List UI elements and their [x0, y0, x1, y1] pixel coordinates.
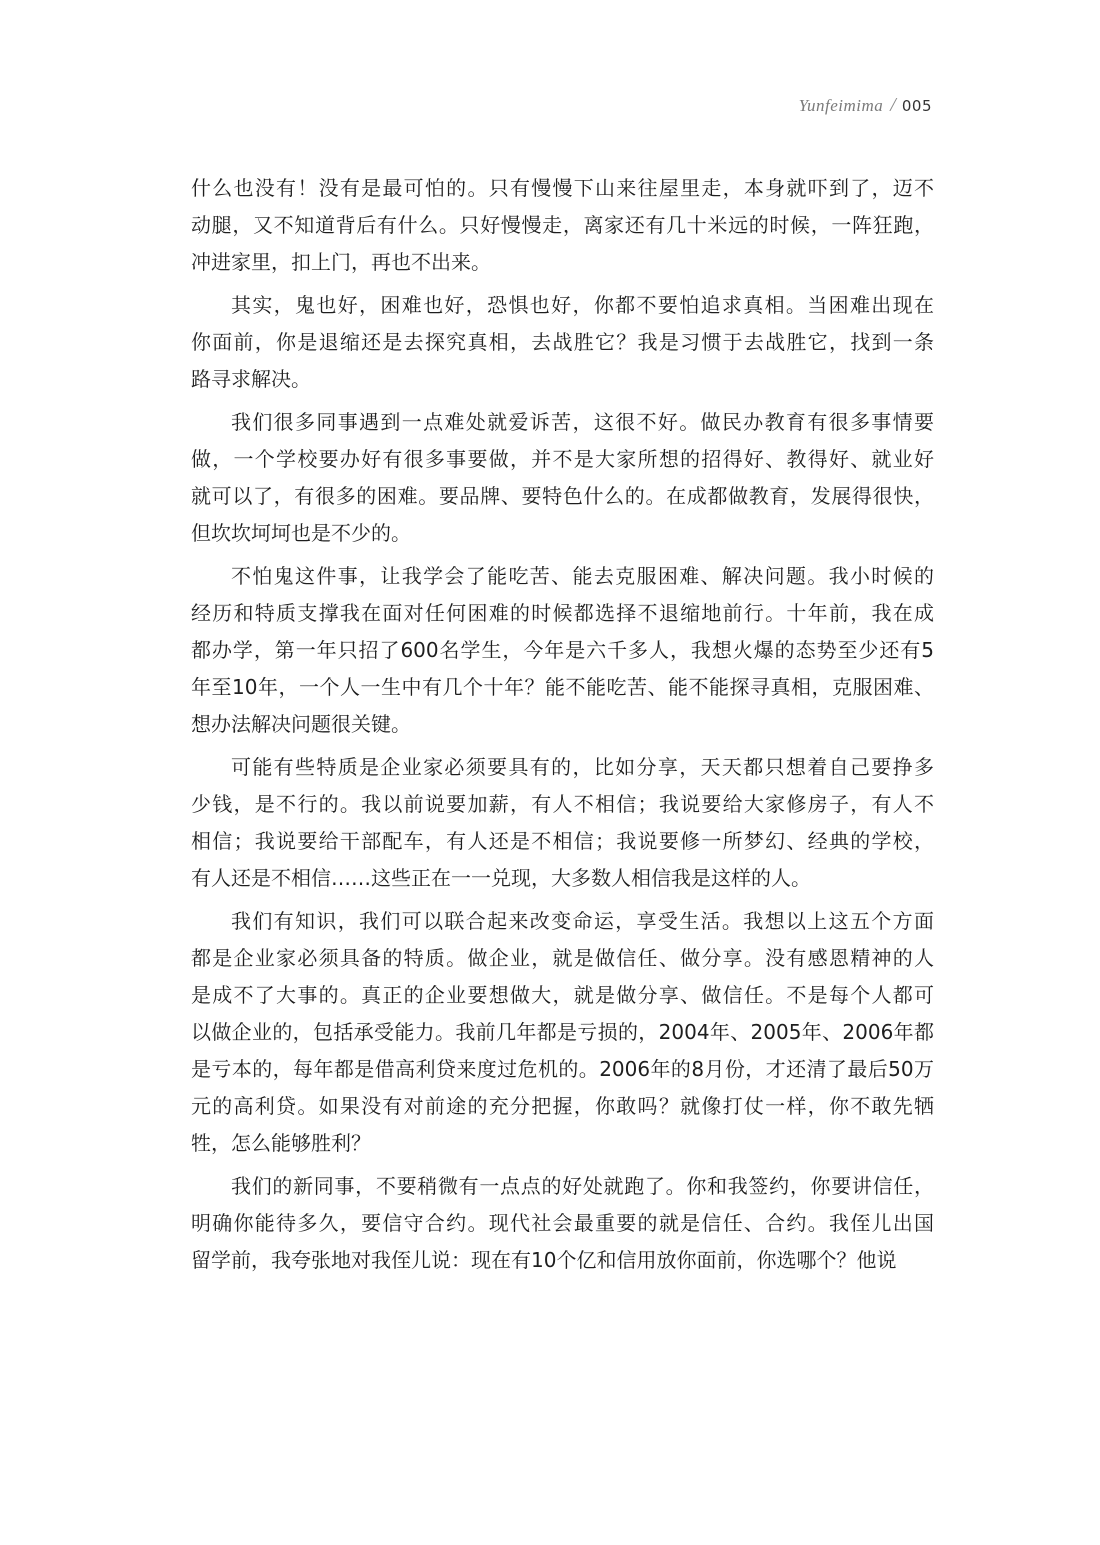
paragraph-line: 不怕鬼这件事，让我学会了能吃苦、能去克服困难、解决问题。我小时候的 [231, 564, 934, 588]
paragraph-line: 明确你能待多久，要信守合约。现代社会最重要的就是信任、合约。我侄儿出国 [191, 1211, 934, 1235]
paragraph [191, 404, 934, 552]
paragraph-line: 我们有知识，我们可以联合起来改变命运，享受生活。我想以上这五个方面 [231, 909, 934, 933]
paragraph-line: 是亏本的，每年都是借高利贷来度过危机的。2006年的8月份，才还清了最后50万 [191, 1057, 934, 1081]
paragraph-line: 相信；我说要给干部配车，有人还是不相信；我说要修一所梦幻、经典的学校， [191, 829, 934, 853]
paragraph-line: 但坎坎坷坷也是不少的。 [191, 521, 411, 545]
paragraph-line: 做，一个学校要办好有很多事要做，并不是大家所想的招得好、教得好、就业好 [191, 447, 934, 471]
paragraph-line: 都办学，第一年只招了600名学生，今年是六千多人，我想火爆的态势至少还有5 [191, 638, 934, 662]
paragraph [191, 558, 934, 743]
paragraph-line: 留学前，我夸张地对我侄儿说：现在有10个亿和信用放你面前，你选哪个？他说 [191, 1248, 897, 1272]
paragraph-line: 其实，鬼也好，困难也好，恐惧也好，你都不要怕追求真相。当困难出现在 [231, 293, 934, 317]
paragraph-line: 少钱，是不行的。我以前说要加薪，有人不相信；我说要给大家修房子，有人不 [191, 792, 934, 816]
paragraph-line: 都是企业家必须具备的特质。做企业，就是做信任、做分享。没有感恩精神的人 [191, 946, 934, 970]
paragraph-line: 年至10年，一个人一生中有几个十年？能不能吃苦、能不能探寻真相，克服困难、 [191, 675, 934, 699]
paragraph-line: 动腿，又不知道背后有什么。只好慢慢走，离家还有几十米远的时候，一阵狂跑， [191, 213, 934, 237]
body-text [191, 170, 934, 1285]
paragraph-line: 冲进家里，扣上门，再也不出来。 [191, 250, 491, 274]
paragraph-line: 什么也没有！没有是最可怕的。只有慢慢下山来往屋里走，本身就吓到了，迈不 [191, 176, 934, 200]
paragraph [191, 749, 934, 897]
running-head-separator: / [890, 94, 896, 116]
paragraph-line: 是成不了大事的。真正的企业要想做大，就是做分享、做信任。不是每个人都可 [191, 983, 934, 1007]
paragraph-line: 我们的新同事，不要稍微有一点点的好处就跑了。你和我签约，你要讲信任， [231, 1174, 934, 1198]
paragraph-line: 路寻求解决。 [191, 367, 311, 391]
paragraph [191, 1168, 934, 1279]
paragraph-line: 牲，怎么能够胜利？ [191, 1131, 371, 1155]
paragraph-line: 以做企业的，包括承受能力。我前几年都是亏损的，2004年、2005年、2006年都 [191, 1020, 934, 1044]
page-number: 005 [901, 97, 932, 115]
paragraph [191, 287, 934, 398]
running-head [799, 94, 932, 117]
paragraph [191, 170, 934, 281]
paragraph-line: 想办法解决问题很关键。 [191, 712, 411, 736]
paragraph [191, 903, 934, 1162]
paragraph-line: 我们很多同事遇到一点难处就爱诉苦，这很不好。做民办教育有很多事情要 [231, 410, 934, 434]
paragraph-line: 有人还是不相信……这些正在一一兑现，大多数人相信我是这样的人。 [191, 866, 811, 890]
paragraph-line: 可能有些特质是企业家必须要具有的，比如分享，天天都只想着自己要挣多 [231, 755, 934, 779]
paragraph-line: 元的高利贷。如果没有对前途的充分把握，你敢吗？就像打仗一样，你不敢先牺 [191, 1094, 934, 1118]
paragraph-line: 就可以了，有很多的困难。要品牌、要特色什么的。在成都做教育，发展得很快， [191, 484, 934, 508]
running-head-book-name: Yunfeimima [798, 96, 884, 115]
paragraph-line: 你面前，你是退缩还是去探究真相，去战胜它？我是习惯于去战胜它，找到一条 [191, 330, 934, 354]
paragraph-line: 经历和特质支撑我在面对任何困难的时候都选择不退缩地前行。十年前，我在成 [191, 601, 934, 625]
